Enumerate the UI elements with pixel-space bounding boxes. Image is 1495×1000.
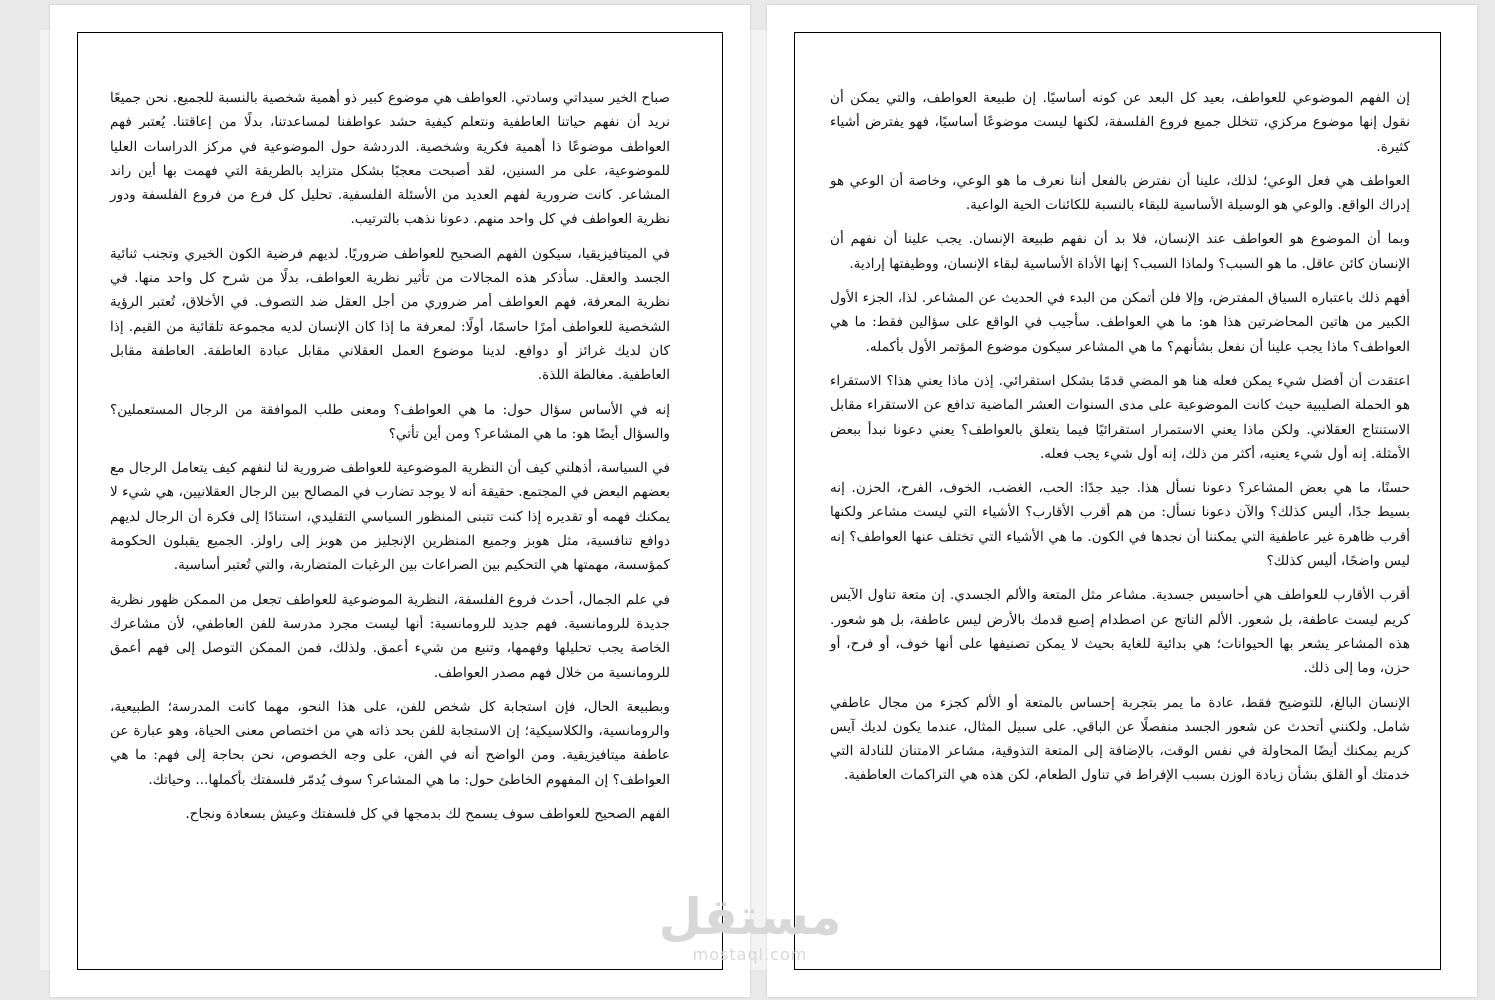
paragraph: في الميتافيزيقيا، سيكون الفهم الصحيح للعواطف ضروريًا. لديهم فرضية الكون الخيري وتجنب ثنائية الجسد والعقل. سأذكر هذه المجالات من تأثير نظرية العواطف، بدلًا من شرح كل واحد منها. في نظرية المعرفة، فهم العواطف أمر ضروري من أجل العقل ضد التصوف. في الأخلاق، تُعتبر الرؤية الشخصية للعواطف أمرًا حاسمًا، أولًا: لمعرفة ما إذا كان الإنسان لديه مجموعة تلقائية من القيم. إذا كان لديك غرائز أو دوافع. لدينا موضوع العمل العقلاني مقابل عبادة العاطفة. العاطفة مقابل العاطفية. مغالطة اللذة. [110, 245, 670, 384]
paragraph: حسنًا، ما هي بعض المشاعر؟ دعونا نسأل هذا. جيد جدًا: الحب، الغضب، الخوف، الفرح، الحزن. إنه بسيط جدًا، أليس كذلك؟ والآن دعونا نسأل: من هم أقرب الأقارب؟ الأشياء التي ليست مشاعر ولكنها أقرب ظاهرة غير عاطفية التي يمكننا أن نجدها في الكون. ما هي الأشياء التي تختلف عنها العواطف؟ إنه ليس واضحًا، أليس كذلك؟ [830, 480, 1410, 570]
paragraph: اعتقدت أن أفضل شيء يمكن فعله هنا هو المضي قدمًا بشكل استقرائي. إذن ماذا يعني هذا؟ الاستقراء هو الحملة الصليبية حيث كانت الموضوعية على مدى السنوات العشر الماضية تدافع عن الاستقراء مقابل الاستنتاج العقلاني. ولكن ماذا يعني الاستمرار استقرائيًا فيما يتعلق بالعواطف؟ يعني دعونا نبدأ ببعض الأمثلة. إنه أول شيء يعنيه، أكثر من ذلك، إنه أول شيء يجب فعله. [830, 372, 1410, 462]
watermark [650, 888, 850, 964]
watermark-url: mostaql.com [692, 945, 808, 964]
paragraph: إنه في الأساس سؤال حول: ما هي العواطف؟ ومعنى طلب الموافقة من الرجال المستعملين؟ والسؤال أيضًا هو: ما هي المشاعر؟ ومن أين تأتي؟ [110, 401, 670, 442]
paragraph: أقرب الأقارب للعواطف هي أحاسيس جسدية. مشاعر مثل المتعة والألم الجسدي. إن متعة تناول الآيس كريم ليست عاطفة، بل شعور. الألم الناتج عن اصطدام إصبع قدمك بالأرض ليس عاطفة، بل هو شعور. هذه المشاعر يشعر بها الحيوانات؛ هي بدائية للغاية بحيث لا يمكن تصنيفها على أنها خوف، أو فرح، أو حزن، وما إلى ذلك. [830, 587, 1410, 677]
right-page-text[interactable] [830, 86, 1410, 798]
paragraph: إن الفهم الموضوعي للعواطف، بعيد كل البعد عن كونه أساسيًا. إن طبيعة العواطف، والتي يمكن أن نقول إنها موضوع مركزي، تتخلل جميع فروع الفلسفة، لكنها ليست موضوعًا أساسيًا، فهو يفترض أشياء كثيرة. [830, 90, 1410, 155]
paragraph: وبطبيعة الحال، فإن استجابة كل شخص للفن، على هذا النحو، مهما كانت المدرسة؛ الطبيعية، والرومانسية، والكلاسيكية؛ إن الاستجابة للفن بحد ذاته هي من اختصاص معنى الحياة، وهو عبارة عن عاطفة ميتافيزيقية. ومن الواضح أنه في الفن، على وجه الخصوص، نحن بحاجة إلى فهم: ما هي العواطف؟ إن المفهوم الخاطئ حول: ما هي المشاعر؟ سوف يُدمّر فلسفتك بأكملها... وحياتك. [110, 698, 670, 788]
left-page-text[interactable] [110, 86, 670, 836]
paragraph: أفهم ذلك باعتباره السياق المفترض، وإلا فلن أتمكن من البدء في الحديث عن المشاعر. لذا، الجزء الأول الكبير من هاتين المحاضرتين هذا هو: ما هي العواطف. سأجيب في الواقع على سؤالين فقط: ما هي العواطف؟ ماذا يجب علينا أن نفعل بشأنهم؟ ما هي المشاعر سيكون موضوع المؤتمر الأول بأكمله. [830, 290, 1410, 355]
paragraph: الفهم الصحيح للعواطف سوف يسمح لك بدمجها في كل فلسفتك وعيش بسعادة ونجاح. [185, 806, 670, 823]
paragraph: العواطف هي فعل الوعي؛ لذلك، علينا أن نفترض بالفعل أننا نعرف ما هو الوعي، وخاصة أن الوعي هو إدراك الواقع. والوعي هو الوسيلة الأساسية للبقاء بالنسبة للكائنات الحية الواعية. [830, 172, 1410, 214]
paragraph: صباح الخير سيداتي وسادتي. العواطف هي موضوع كبير ذو أهمية شخصية بالنسبة للجميع. نحن جميعًا نريد أن نفهم حياتنا العاطفية ونتعلم كيفية حشد عواطفنا لمساعدتنا، بدلًا من إعاقتنا. يُعتبر فهم العواطف موضوعًا ذا أهمية فكرية وشخصية. الدردشة حول الموضوعية في مركز الدراسات العليا للموضوعية، على مر السنين، لقد أصبحت معجبًا بشكل متزايد بالطريقة التي فهمت بها أين راند المشاعر. كانت ضرورية لفهم العديد من الأسئلة الفلسفية. تحليل كل فرع من فروع الفلسفة ودور نظرية العواطف في كل واحد منهم. دعونا نذهب بالترتيب. [110, 90, 670, 228]
paragraph: الإنسان البالغ، للتوضيح فقط، عادة ما يمر بتجربة إحساس بالمتعة أو الألم كجزء من مجال عاطفي شامل. ولكنني أتحدث عن شعور الجسد منفصلًا عن الباقي. على سبيل المثال، عندما يكون لديك آيس كريم يمكنك أيضًا المحاولة في نفس الوقت، بالإضافة إلى المتعة التذوقية، مشاعر الامتنان للنادلة التي خدمتك أو القلق بشأن زيادة الوزن بسبب الإفراط في تناول الطعام، لكن هذه هي التراكمات العاطفية. [830, 694, 1411, 784]
paragraph: في السياسة، أذهلني كيف أن النظرية الموضوعية للعواطف ضرورية لنا لنفهم كيف يتعامل الرجال مع بعضهم البعض في المجتمع. حقيقة أنه لا يوجد تضارب في المصالح بين الرجال العقلانيين، هي شيء لا يمكنك فهمه أو تقديره إذا كنت تتبنى المنظور السياسي التقليدي، استنادًا إلى فكرة أن الرجال لديهم دوافع تنافسية، مثل هوبز وجميع المنظرين الإنجليز من هوبز إلى راولز. الجميع يقبلون الحكومة كمؤسسة، مهمتها هي التحكيم بين الصراعات بين الرغبات المتضاربة، والتي تُعتبر أساسية. [110, 460, 670, 574]
paragraph: في علم الجمال، أحدث فروع الفلسفة، النظرية الموضوعية للعواطف تجعل من الممكن ظهور نظرية جديدة للرومانسية. فهم جديد للرومانسية: أنها ليست مجرد مدرسة للفن العاطفي، لأن مشاعرك الخاصة يجب تحليلها وفهمها، وتنبع من شيء أعمق. ولذلك، فمن الممكن التوصل إلى فهم أعمق للرومانسية من خلال فهم مصدر العواطف. [110, 591, 670, 681]
paragraph: وبما أن الموضوع هو العواطف عند الإنسان، فلا بد أن نفهم طبيعة الإنسان. يجب علينا أن نفهم أن الإنسان كائن عاقل. ما هو السبب؟ ولماذا السبب؟ إنها الأداة الأساسية لبقاء الإنسان، ووظيفتها إرادية. [830, 231, 1410, 272]
watermark-logo: مستقل [658, 888, 842, 946]
